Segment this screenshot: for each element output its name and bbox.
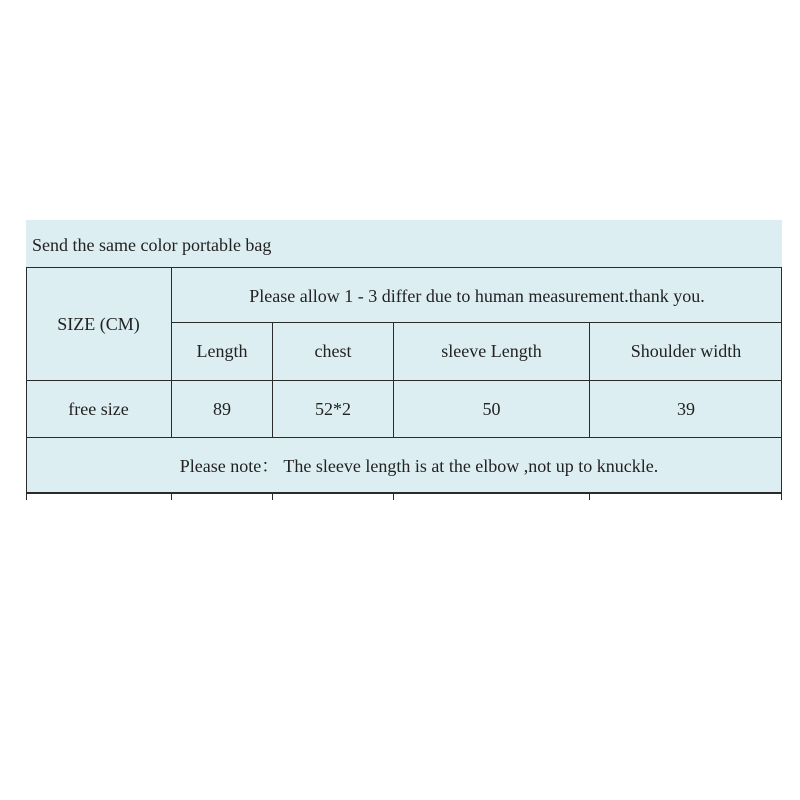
value-shoulder-width: 39	[677, 398, 695, 419]
divider-header	[26, 380, 782, 381]
column-header-chest: chest	[314, 341, 352, 361]
tick-col-length	[272, 494, 273, 500]
value-chest: 52*2	[315, 398, 351, 419]
tick-left	[26, 494, 27, 500]
measurement-notice: Please allow 1 - 3 differ due to human measurement.thank you.	[249, 285, 705, 306]
divider-data	[26, 437, 782, 438]
tick-right	[781, 494, 782, 500]
divider-col-chest	[393, 322, 394, 438]
border-left	[26, 267, 27, 494]
divider-bottom	[26, 492, 782, 494]
divider-col-size	[171, 267, 172, 438]
border-right	[781, 267, 782, 494]
column-header-length: Length	[196, 341, 248, 361]
tick-col-chest	[393, 494, 394, 500]
divider-notice	[171, 322, 782, 323]
value-length: 89	[213, 398, 231, 419]
divider-banner	[26, 267, 782, 268]
banner-text: Send the same color portable bag	[32, 234, 272, 255]
tick-col-size	[171, 494, 172, 500]
row-label-free-size: free size	[68, 398, 129, 419]
column-header-shoulder-width: Shoulder width	[630, 341, 742, 361]
tick-col-sleeve	[589, 494, 590, 500]
divider-col-length	[272, 322, 273, 438]
divider-col-sleeve	[589, 322, 590, 438]
size-chart-table	[26, 220, 782, 494]
column-header-sleeve-length: sleeve Length	[441, 341, 542, 361]
size-header: SIZE (CM)	[57, 313, 140, 334]
note-text: Please note： The sleeve length is at the elbow ,not up to knuckle.	[179, 456, 659, 476]
value-sleeve-length: 50	[482, 398, 501, 419]
